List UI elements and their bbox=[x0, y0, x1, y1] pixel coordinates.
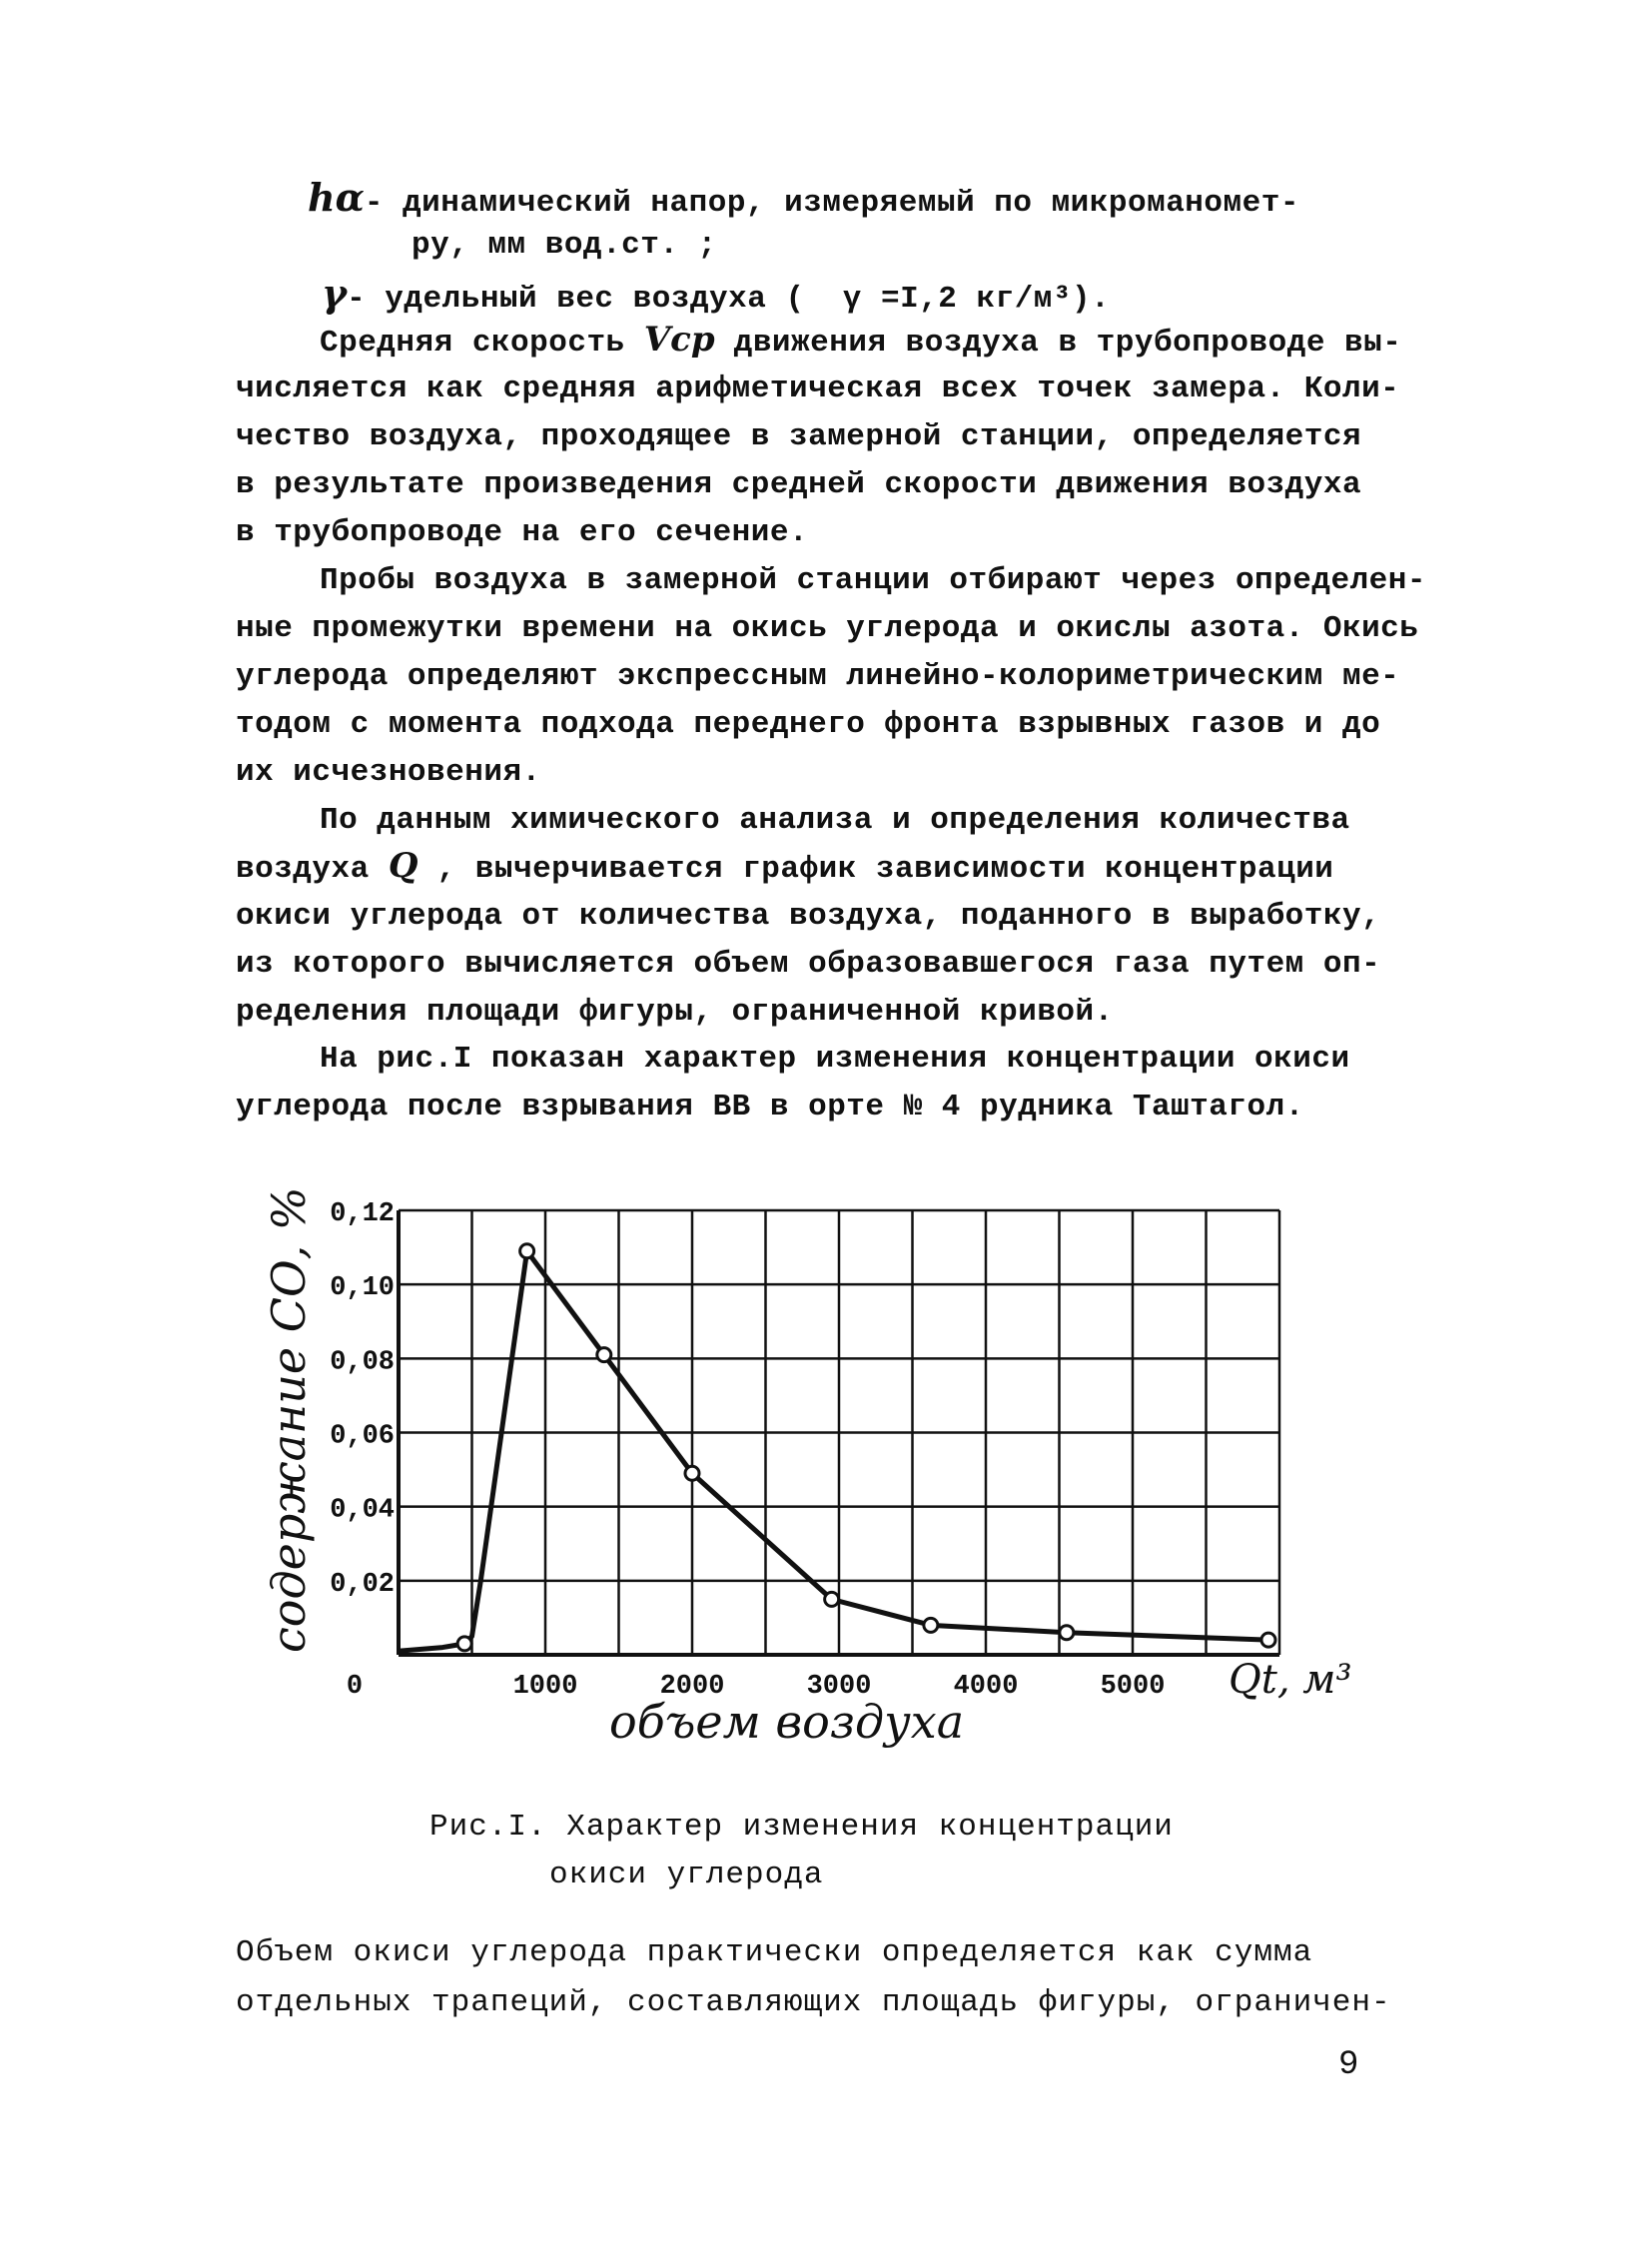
text-line: воздуха Q , вычерчивается график зависимости концентрации bbox=[236, 846, 1334, 887]
page-number: 9 bbox=[1338, 2046, 1360, 2084]
text-line: числяется как средняя арифметическая всех точек замера. Коли- bbox=[236, 372, 1400, 406]
x-unit-label: Qt, м³ bbox=[1229, 1657, 1352, 1703]
definition-line: ру, мм вод.ст. ; bbox=[412, 228, 717, 263]
x-tick-label: 2000 bbox=[659, 1672, 725, 1702]
text-line: Средняя скорость Vср движения воздуха в трубопроводе вы- bbox=[320, 320, 1402, 361]
text-line: в трубопроводе на его сечение. bbox=[236, 515, 809, 550]
text-line: тодом с момента подхода переднего фронта взрывных газов и до bbox=[236, 707, 1381, 742]
x-axis-label: объем воздуха bbox=[609, 1695, 965, 1749]
data-point bbox=[1261, 1633, 1275, 1647]
x-tick-label: 4000 bbox=[953, 1672, 1019, 1702]
text-line: в результате произведения средней скорости движения воздуха bbox=[236, 467, 1362, 502]
text-line: Пробы воздуха в замерной станции отбирают через определен- bbox=[320, 563, 1426, 598]
y-tick-label: 0,04 bbox=[330, 1495, 395, 1526]
data-point bbox=[457, 1637, 471, 1651]
text-line: На рис.I показан характер изменения концентрации окиси bbox=[320, 1042, 1350, 1077]
x-tick-label: 1000 bbox=[512, 1672, 578, 1702]
definition-line: - динамический напор, измеряемый по микроманомет- bbox=[364, 186, 1299, 221]
y-tick-label: 0,02 bbox=[330, 1569, 395, 1600]
text-line: их исчезновения. bbox=[236, 755, 541, 790]
y-tick-labels bbox=[330, 1199, 395, 1600]
text-line: отдельных трапеций, составляющих площадь фигуры, ограничен- bbox=[236, 1985, 1391, 2020]
x-tick-label: 5000 bbox=[1100, 1672, 1166, 1702]
text-line: из которого вычисляется объем образовавшегося газа путем оп- bbox=[236, 947, 1381, 982]
y-tick-label: 0,10 bbox=[330, 1273, 395, 1304]
figure-caption-line: Рис.I. Характер изменения концентрации bbox=[429, 1810, 1174, 1845]
symbol-v-avg: Vср bbox=[643, 320, 715, 360]
y-tick-label: 0,12 bbox=[330, 1199, 395, 1229]
text-line: ные промежутки времени на окись углерода и окислы азота. Окись bbox=[236, 611, 1419, 646]
text-line: чество воздуха, проходящее в замерной станции, определяется bbox=[236, 419, 1362, 454]
data-point bbox=[520, 1244, 534, 1258]
text-line: углерода определяют экспрессным линейно-колориметрическим ме- bbox=[236, 659, 1400, 694]
data-markers bbox=[457, 1244, 1275, 1651]
text-line: окиси углерода от количества воздуха, поданного в выработку, bbox=[236, 899, 1381, 934]
y-tick-label: 0,08 bbox=[330, 1347, 395, 1378]
symbol-gamma: γ bbox=[322, 271, 348, 316]
definition-line: - удельный вес воздуха ( γ =I,2 кг/м³). bbox=[347, 282, 1111, 317]
text-line: По данным химического анализа и определения количества bbox=[320, 803, 1350, 838]
chart-grid bbox=[399, 1210, 1279, 1655]
figure-caption-line: окиси углерода bbox=[549, 1858, 824, 1892]
symbol-h-alpha: hα bbox=[308, 175, 365, 220]
data-point bbox=[924, 1618, 938, 1632]
symbol-q: Q bbox=[388, 846, 418, 886]
y-tick-label: 0,06 bbox=[330, 1421, 395, 1452]
x-tick-label: 3000 bbox=[806, 1672, 872, 1702]
data-point bbox=[685, 1466, 699, 1480]
data-point bbox=[597, 1348, 611, 1362]
text-line: Объем окиси углерода практически определяется как сумма bbox=[236, 1935, 1313, 1970]
text-line: ределения площади фигуры, ограниченной кривой. bbox=[236, 995, 1114, 1030]
y-axis-label: содержание СО, % bbox=[262, 1186, 316, 1653]
text-line: углерода после взрывания ВВ в орте № 4 рудника Таштагол. bbox=[236, 1090, 1304, 1124]
data-point bbox=[825, 1592, 839, 1606]
data-point bbox=[1060, 1626, 1074, 1640]
x-tick-label: 0 bbox=[346, 1672, 364, 1702]
